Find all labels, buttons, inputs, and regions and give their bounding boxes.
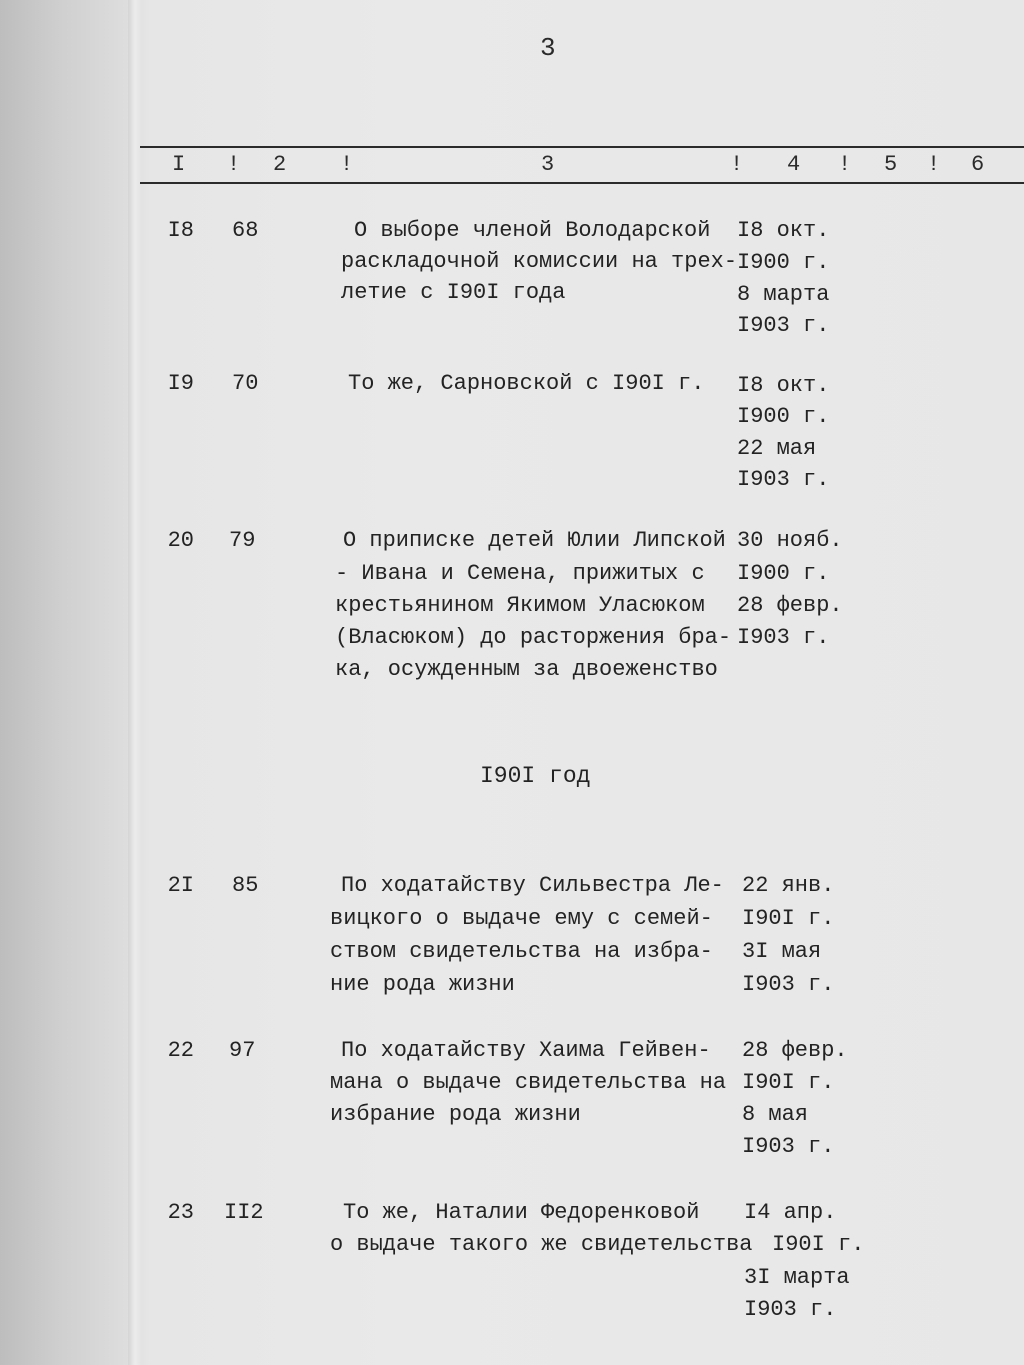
date-line: 28 февр. <box>737 593 843 618</box>
date-line: 8 мая <box>742 1102 809 1127</box>
entry-number: 20 <box>167 528 194 553</box>
entry-title-line: О выборе членой Володарской <box>354 218 711 243</box>
entry-title-line: По ходатайству Хаима Гейвен- <box>341 1038 711 1063</box>
column-header-3: 3 <box>541 152 555 177</box>
date-line: 3I мая <box>742 939 822 964</box>
date-line: I4 апр. <box>744 1200 837 1225</box>
date-line: I900 г. <box>737 404 830 429</box>
column-header-2: 2 <box>273 152 287 177</box>
column-header-1: I <box>172 152 186 177</box>
date-line: 22 янв. <box>742 873 835 898</box>
entry-title-line: раскладочной комиссии на трех- <box>341 249 738 274</box>
entry-title-line: О приписке детей Юлии Липской <box>343 528 726 553</box>
entry-title-line: мана о выдаче свидетельства на <box>330 1070 727 1095</box>
column-separator: ! <box>227 152 241 177</box>
date-line: I900 г. <box>737 561 830 586</box>
date-line: I903 г. <box>744 1297 837 1322</box>
date-line: I903 г. <box>737 313 830 338</box>
date-line: I8 окт. <box>737 373 830 398</box>
column-header-6: 6 <box>971 152 985 177</box>
entry-number: I8 <box>167 218 194 243</box>
entry-title-line: о выдаче такого же свидетельства <box>330 1232 753 1257</box>
entry-number: 22 <box>167 1038 194 1063</box>
date-line: 3I марта <box>744 1265 850 1290</box>
date-line: I90I г. <box>742 1070 835 1095</box>
column-separator: ! <box>340 152 354 177</box>
entry-title-line: крестьянином Якимом Уласюком <box>335 593 705 618</box>
entry-title-line: ние рода жизни <box>330 972 515 997</box>
entry-title-line: - Ивана и Семена, прижитых с <box>335 561 705 586</box>
entry-title-line: ка, осужденным за двоеженство <box>335 657 718 682</box>
date-line: I903 г. <box>742 1134 835 1159</box>
entry-title-line: вицкого о выдаче ему с семей- <box>330 906 713 931</box>
case-number: II2 <box>224 1200 264 1225</box>
column-separator: ! <box>730 152 744 177</box>
table-header-rule <box>140 182 1024 184</box>
entry-title-line: ством свидетельства на избра- <box>330 939 713 964</box>
date-line: 30 нояб. <box>737 528 843 553</box>
column-separator: ! <box>927 152 941 177</box>
date-line: I8 окт. <box>737 218 830 243</box>
entry-title-line: летие с I90I года <box>341 280 566 305</box>
date-line: I903 г. <box>737 467 830 492</box>
entry-number: 23 <box>167 1200 194 1225</box>
case-number: 68 <box>232 218 259 243</box>
case-number: 79 <box>229 528 256 553</box>
year-heading: I90I год <box>480 763 591 789</box>
case-number: 70 <box>232 371 259 396</box>
entry-number: I9 <box>167 371 194 396</box>
page-number: 3 <box>540 33 556 63</box>
case-number: 97 <box>229 1038 256 1063</box>
column-separator: ! <box>838 152 852 177</box>
date-line: 22 мая <box>737 436 817 461</box>
date-line: I900 г. <box>737 250 830 275</box>
date-line: I90I г. <box>772 1232 865 1257</box>
date-line: I903 г. <box>737 625 830 650</box>
column-header-4: 4 <box>787 152 801 177</box>
date-line: 8 марта <box>737 282 830 307</box>
entry-title-line: По ходатайству Сильвестра Ле- <box>341 873 724 898</box>
book-spine-shadow <box>128 0 142 1365</box>
date-line: I90I г. <box>742 906 835 931</box>
entry-title-line: избрание рода жизни <box>330 1102 581 1127</box>
entry-title-line: То же, Наталии Федоренковой <box>343 1200 700 1225</box>
entry-number: 2I <box>167 873 194 898</box>
date-line: I903 г. <box>742 972 835 997</box>
date-line: 28 февр. <box>742 1038 848 1063</box>
entry-title-line: (Власюком) до расторжения бра- <box>335 625 732 650</box>
entry-title-line: То же, Сарновской с I90I г. <box>348 371 705 396</box>
column-header-5: 5 <box>884 152 898 177</box>
table-top-rule <box>140 146 1024 148</box>
case-number: 85 <box>232 873 259 898</box>
